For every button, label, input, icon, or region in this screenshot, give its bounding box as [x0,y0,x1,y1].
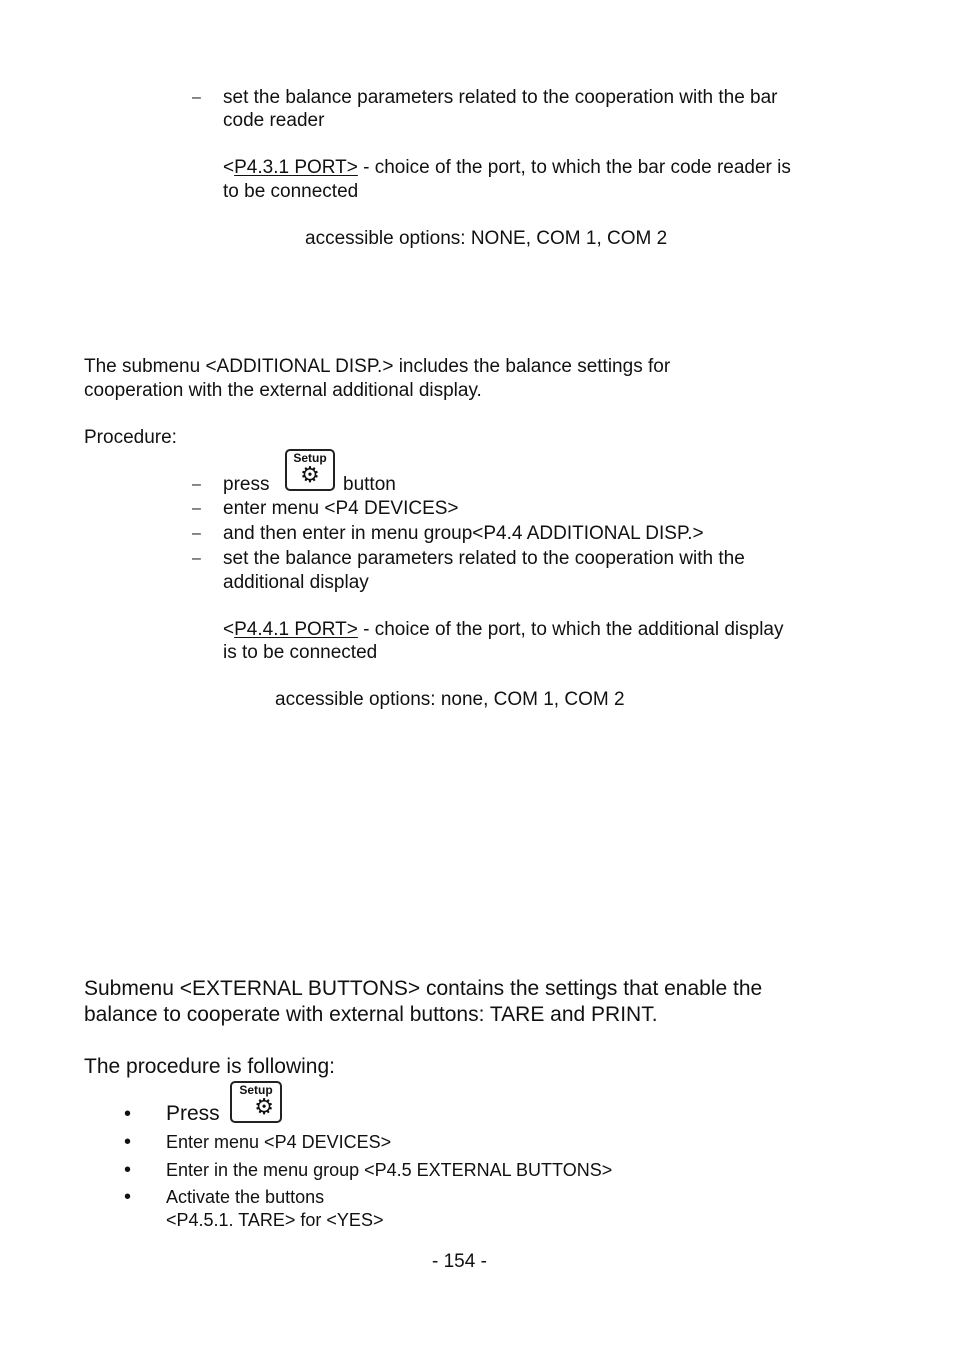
step-text: set the balance parameters related to the cooperation with the [223,548,745,569]
list-bullet: • [124,1159,132,1181]
step-text: Enter in the menu group <P4.5 EXTERNAL BUTTONS> [166,1160,613,1180]
list-bullet: • [124,1131,132,1153]
step-text: Activate the buttons [166,1187,325,1207]
list-dash: – [192,476,201,493]
step-text: button [343,474,396,495]
setup-button[interactable] [285,449,335,491]
step-text: and then enter in menu group<P4.4 ADDITIONAL DISP.> [223,523,704,544]
section-intro: Submenu <EXTERNAL BUTTONS> contains the settings that enable the [84,977,763,1000]
step-text: enter menu <P4 DEVICES> [223,498,459,519]
list-bullet: • [124,1186,132,1208]
parameter-line [223,618,784,641]
parameter-description: to be connected [223,181,359,202]
gear-icon: ⚙ [254,1095,274,1120]
procedure-label: The procedure is following: [84,1055,335,1078]
setup-label: Setup [293,451,327,465]
parameter-description: - choice of the port, to which the bar code reader is [357,157,791,178]
step-text: Enter menu <P4 DEVICES> [166,1132,392,1152]
list-dash: – [192,500,201,517]
list-dash: – [192,525,201,542]
step-text: set the balance parameters related to the cooperation with the bar [223,87,778,108]
bracket-open: < [223,157,235,178]
list-bullet: • [124,1103,132,1125]
accessible-options: accessible options: none, COM 1, COM 2 [275,689,625,710]
list-dash: – [192,89,201,106]
parameter-description: is to be connected [223,642,378,663]
setup-label: Setup [239,1083,273,1097]
parameter-name: P4.4.1 PORT> [234,619,358,640]
section-intro: balance to cooperate with external buttons: TARE and PRINT. [84,1003,658,1026]
step-text: code reader [223,110,325,131]
step-text: additional display [223,572,369,593]
list-dash: – [192,550,201,567]
procedure-label: Procedure: [84,427,177,448]
gear-icon: ⚙ [300,463,320,488]
setup-button[interactable] [230,1081,282,1123]
step-text: <P4.5.1. TARE> for <YES> [166,1210,384,1230]
parameter-line [223,156,791,179]
step-text: Press [166,1102,220,1125]
accessible-options: accessible options: NONE, COM 1, COM 2 [305,228,668,249]
parameter-name: P4.3.1 PORT> [234,157,358,178]
section-intro: cooperation with the external additional display. [84,380,482,401]
section-intro: The submenu <ADDITIONAL DISP.> includes the balance settings for [84,356,671,377]
bracket-open: < [223,619,235,640]
page-number: - 154 - [432,1251,487,1272]
parameter-description: - choice of the port, to which the additional display [357,619,784,640]
step-text: press [223,474,270,495]
